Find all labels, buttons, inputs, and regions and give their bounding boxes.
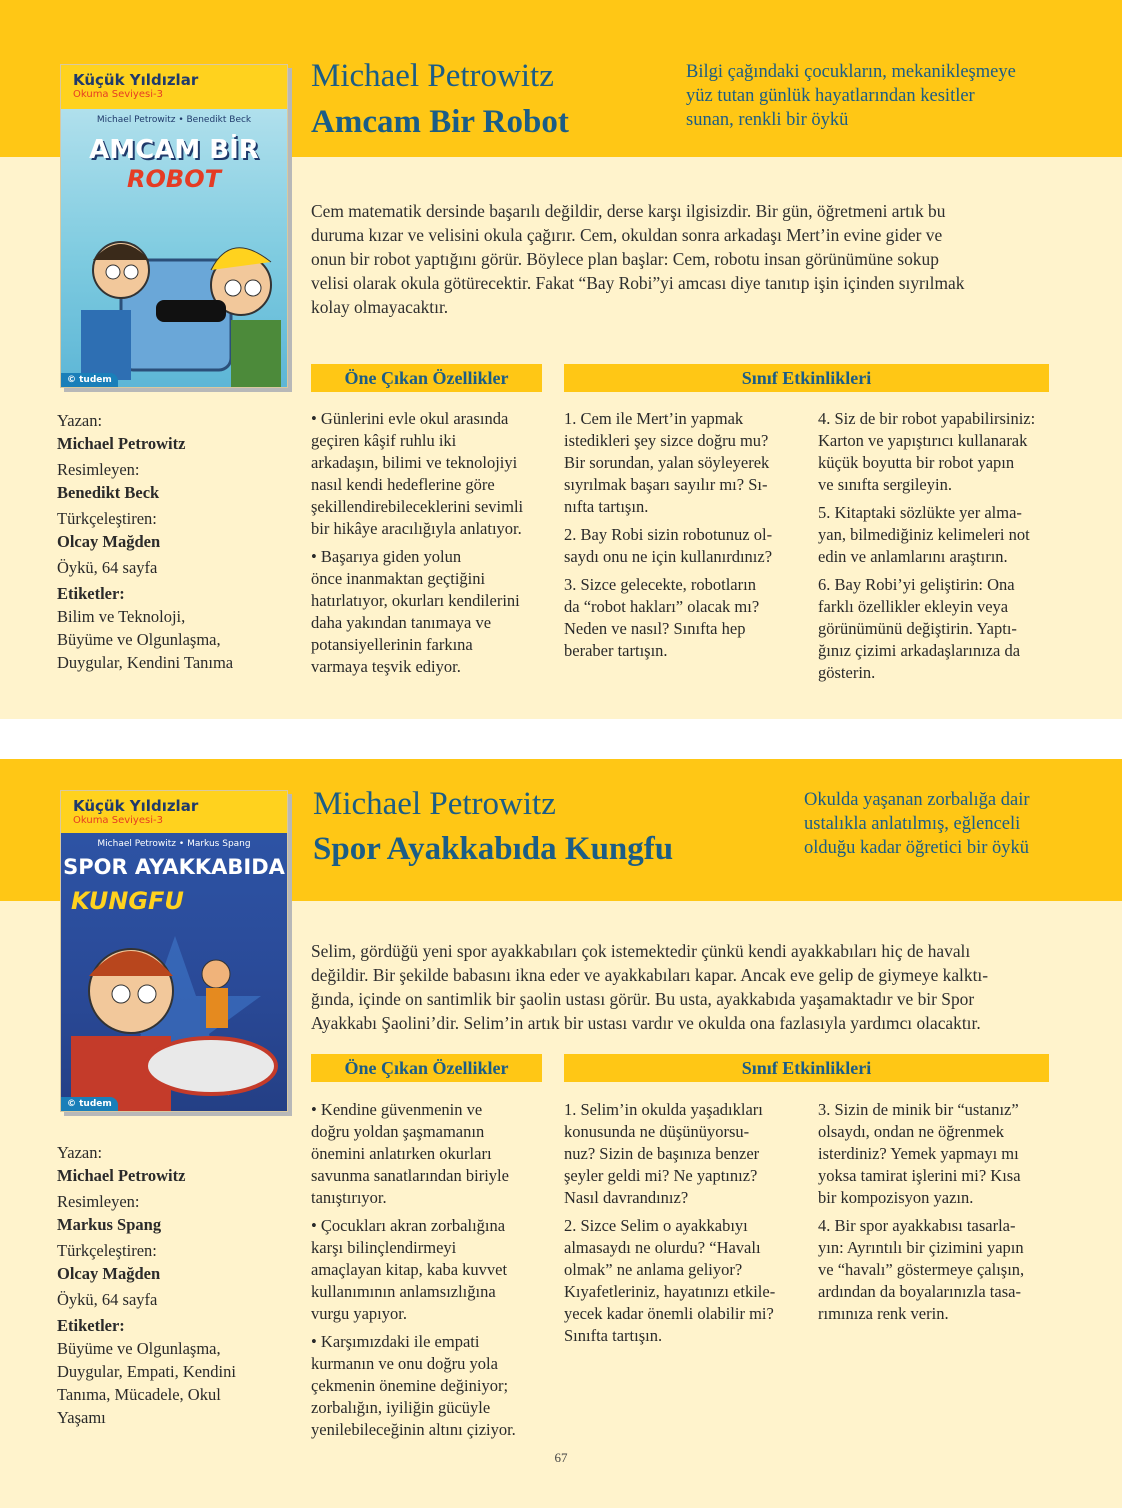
- translator-label: Türkçeleştiren:: [57, 1241, 157, 1260]
- author-name: Michael Petrowitz: [311, 58, 554, 94]
- cover-title-line1: AMCAM BİR: [89, 135, 259, 165]
- text-line: yenilebileceğinin altını çiziyor.: [311, 1420, 516, 1439]
- text-line: edin ve anlamlarını araştırın.: [818, 547, 1008, 566]
- text-line: yın: Ayrıntılı bir çizimini yapın: [818, 1238, 1024, 1257]
- tagline-line: sunan, renkli bir öykü: [686, 110, 849, 130]
- tags-label: Etiketler:: [57, 1316, 125, 1335]
- illustrator-label: Resimleyen:: [57, 460, 140, 479]
- book-tagline: [804, 788, 1104, 860]
- feature-item: [311, 1215, 551, 1325]
- tag-line: Duygular, Kendini Tanıma: [57, 653, 234, 672]
- activities-right: [818, 1099, 1058, 1331]
- book-tagline: [686, 60, 1106, 132]
- activity-item: [818, 502, 1058, 568]
- tag-line: Tanıma, Mücadele, Okul: [57, 1385, 221, 1404]
- section-separator: [0, 719, 1122, 759]
- text-line: da “robot hakları” olacak mı?: [564, 597, 760, 616]
- text-line: Neden ve nasıl? Sınıfta hep: [564, 619, 746, 638]
- text-line: nasıl kendi hedeflerine göre: [311, 475, 495, 494]
- activity-item: [818, 1215, 1058, 1325]
- tag-line: Büyüme ve Olgunlaşma,: [57, 630, 221, 649]
- cover-authors: Michael Petrowitz • Markus Spang: [97, 839, 251, 849]
- cover-publisher: © tudem: [61, 1097, 118, 1111]
- text-line: şeyler geldi mi? Ne yaptınız?: [564, 1166, 758, 1185]
- tag-line: Duygular, Empati, Kendini: [57, 1362, 236, 1381]
- text-line: 4. Siz de bir robot yapabilirsiniz:: [818, 409, 1036, 428]
- feature-item: [311, 1331, 551, 1441]
- text-line: hatırlatıyor, okurları kendilerini: [311, 591, 520, 610]
- text-line: 5. Kitaptaki sözlükte yer alma-: [818, 503, 1022, 522]
- activity-item: [564, 1215, 804, 1347]
- author-value: Michael Petrowitz: [57, 1166, 186, 1185]
- feature-item: [311, 546, 551, 678]
- text-line: konusunda ne düşünüyorsu-: [564, 1122, 750, 1141]
- text-line: savunma sanatlarından biriyle: [311, 1166, 509, 1185]
- feature-item: [311, 408, 551, 540]
- cover-series: Küçük Yıldızlar: [73, 797, 199, 815]
- text-line: önemini anlatırken okurları: [311, 1144, 492, 1163]
- text-line: kullanımının anlamsızlığına: [311, 1282, 496, 1301]
- text-line: sıyrılmak başarı sayılır mı? Sı-: [564, 475, 768, 494]
- text-line: • Kendine güvenmenin ve: [311, 1100, 483, 1119]
- text-line: isterdiniz? Yemek yapmayı mı: [818, 1144, 1019, 1163]
- author-value: Michael Petrowitz: [57, 434, 186, 453]
- activity-item: [564, 524, 804, 568]
- text-line: rımınıza renk verin.: [818, 1304, 949, 1323]
- text-line: kurmanın ve onu doğru yola: [311, 1354, 498, 1373]
- text-line: bir kompozisyon yazın.: [818, 1188, 974, 1207]
- book-info: [57, 409, 277, 674]
- text-line: 1. Selim’in okulda yaşadıkları: [564, 1100, 763, 1119]
- text-line: • Çocukları akran zorbalığına: [311, 1216, 506, 1235]
- tagline-line: olduğu kadar öğretici bir öykü: [804, 838, 1030, 858]
- features-list: [311, 1099, 551, 1447]
- text-line: daha yakından tanımaya ve: [311, 613, 492, 632]
- text-line: 6. Bay Robi’yi geliştirin: Ona: [818, 575, 1015, 594]
- summary-line: Selim, gördüğü yeni spor ayakkabıları çok istemektedir çünkü kendi ayakkabıları hiç de havalı: [311, 941, 971, 961]
- activity-item: [818, 408, 1058, 496]
- book-cover-amcam-bir-robot: [60, 64, 288, 388]
- text-line: yecek kadar önemli olabilir mi?: [564, 1304, 774, 1323]
- activity-item: [564, 408, 804, 518]
- text-line: ve “havalı” göstermeye çalışın,: [818, 1260, 1025, 1279]
- cover-series: Küçük Yıldızlar: [73, 71, 199, 89]
- translator-value: Olcay Mağden: [57, 532, 161, 551]
- text-line: arkadaşın, bilimi ve teknolojiyi: [311, 453, 518, 472]
- text-line: vurgu yapıyor.: [311, 1304, 407, 1323]
- tag-line: Bilim ve Teknoloji,: [57, 607, 186, 626]
- cover-authors: Michael Petrowitz • Benedikt Beck: [96, 115, 252, 125]
- text-line: • Karşımızdaki ile empati: [311, 1332, 480, 1351]
- text-line: çekmenin önemine değiniyor;: [311, 1376, 509, 1395]
- book-summary: [311, 199, 1091, 319]
- translator-value: Olcay Mağden: [57, 1264, 161, 1283]
- cover-title-line2: KUNGFU: [71, 887, 184, 915]
- text-line: olsaydı, ondan ne öğrenmek: [818, 1122, 1005, 1141]
- text-line: yoksa tamirat işlerini mi? Kısa: [818, 1166, 1021, 1185]
- text-line: 2. Bay Robi sizin robotunuz ol-: [564, 525, 773, 544]
- tagline-line: yüz tutan günlük hayatlarından kesitler: [686, 86, 975, 106]
- features-list: [311, 408, 551, 684]
- text-line: doğru yoldan şaşmamanın: [311, 1122, 485, 1141]
- tagline-line: Bilgi çağındaki çocukların, mekanikleşmeye: [686, 62, 1016, 82]
- text-line: ardından da boyalarınızla tasa-: [818, 1282, 1021, 1301]
- summary-line: Ayakkabı Şaolini’dir. Selim’in artık bir ustası vardır ve okulda ona fazlasıyla yardımcı olacaktır.: [311, 1013, 981, 1033]
- summary-line: onun bir robot yaptığını görür. Böylece plan başlar: Cem, robotu insan görünümüne sokup: [311, 249, 939, 269]
- text-line: beraber tartışın.: [564, 641, 668, 660]
- activity-item: [818, 1099, 1058, 1209]
- book-summary: [311, 939, 1101, 1035]
- book-title: Amcam Bir Robot: [311, 104, 569, 140]
- cover-title-line2: ROBOT: [127, 165, 221, 193]
- text-line: olmak” ne anlama geliyor?: [564, 1260, 743, 1279]
- summary-line: ğında, içinde on santimlik bir şaolin ustası görür. Bu usta, ayakkabıda yaşamaktadır ve bir Spor: [311, 989, 975, 1009]
- summary-line: değildir. Bir şekilde babasını ikna eder ve ayakkabıları kapar. Ancak eve gelip de giymeye kalktı-: [311, 965, 989, 985]
- author-label: Yazan:: [57, 1143, 103, 1162]
- text-line: ğınız çizimi arkadaşlarınıza da: [818, 641, 1021, 660]
- book-format: Öykü, 64 sayfa: [57, 1290, 158, 1309]
- activities-right: [818, 408, 1058, 690]
- author-label: Yazan:: [57, 411, 103, 430]
- text-line: • Günlerini evle okul arasında: [311, 409, 509, 428]
- illustrator-label: Resimleyen:: [57, 1192, 140, 1211]
- cover-level: Okuma Seviyesi-3: [73, 815, 163, 826]
- text-line: yan, bilmediğiniz kelimeleri not: [818, 525, 1030, 544]
- text-line: • Başarıya giden yolun: [311, 547, 462, 566]
- tag-line: Büyüme ve Olgunlaşma,: [57, 1339, 221, 1358]
- feature-item: [311, 1099, 551, 1209]
- activities-left: [564, 1099, 804, 1353]
- features-heading: Öne Çıkan Özellikler: [311, 1054, 542, 1082]
- tags-label: Etiketler:: [57, 584, 125, 603]
- activity-item: [564, 574, 804, 662]
- text-line: görünümünü değiştirin. Yaptı-: [818, 619, 1017, 638]
- cover-publisher: © tudem: [61, 373, 118, 387]
- text-line: Sınıfta tartışın.: [564, 1326, 663, 1345]
- text-line: karşı bilinçlendirmeyi: [311, 1238, 457, 1257]
- book-format: Öykü, 64 sayfa: [57, 558, 158, 577]
- cover-title-line1: SPOR AYAKKABIDA: [63, 855, 285, 879]
- cover-illustration-robot: [61, 200, 288, 388]
- tag-line: Yaşamı: [57, 1408, 106, 1427]
- text-line: 3. Sizce gelecekte, robotların: [564, 575, 756, 594]
- text-line: nuz? Sizin de başınıza benzer: [564, 1144, 760, 1163]
- summary-line: velisi olarak okula götürecektir. Fakat “Bay Robi”yi amcası diye tanıtıp işin içinden sıyrılmak: [311, 273, 965, 293]
- text-line: önce inanmaktan geçtiğini: [311, 569, 486, 588]
- text-line: gösterin.: [818, 663, 876, 682]
- text-line: zorbalığın, iyiliğin gücüyle: [311, 1398, 491, 1417]
- text-line: almasaydı ne olurdu? “Havalı: [564, 1238, 761, 1257]
- text-line: Kıyafetleriniz, hayatınızı etkile-: [564, 1282, 776, 1301]
- text-line: 1. Cem ile Mert’in yapmak: [564, 409, 744, 428]
- text-line: ve sınıfta sergileyin.: [818, 475, 952, 494]
- activity-item: [818, 574, 1058, 684]
- text-line: küçük boyutta bir robot yapın: [818, 453, 1015, 472]
- tagline-line: ustalıkla anlatılmış, eğlenceli: [804, 814, 1021, 834]
- translator-label: Türkçeleştiren:: [57, 509, 157, 528]
- text-line: amaçlayan kitap, kaba kuvvet: [311, 1260, 508, 1279]
- text-line: tanıştırıyor.: [311, 1188, 387, 1207]
- text-line: Karton ve yapıştırıcı kullanarak: [818, 431, 1028, 450]
- features-heading: Öne Çıkan Özellikler: [311, 364, 542, 392]
- text-line: Bir sorundan, yalan söyleyerek: [564, 453, 770, 472]
- cover-level: Okuma Seviyesi-3: [73, 89, 163, 100]
- text-line: varmaya teşvik ediyor.: [311, 657, 461, 676]
- text-line: geçiren kâşif ruhlu iki: [311, 431, 457, 450]
- text-line: bir hikâye aracılığıyla anlatıyor.: [311, 519, 522, 538]
- activities-heading: Sınıf Etkinlikleri: [564, 364, 1049, 392]
- illustrator-value: Markus Spang: [57, 1215, 162, 1234]
- text-line: potansiyellerinin farkına: [311, 635, 473, 654]
- activity-item: [564, 1099, 804, 1209]
- activities-heading: Sınıf Etkinlikleri: [564, 1054, 1049, 1082]
- text-line: istedikleri şey sizce doğru mu?: [564, 431, 769, 450]
- page-number: 67: [554, 1450, 568, 1465]
- text-line: saydı onu ne için kullanırdınız?: [564, 547, 773, 566]
- text-line: farklı özellikler ekleyin veya: [818, 597, 1009, 616]
- summary-line: Cem matematik dersinde başarılı değildir, derse karşı ilgisizdir. Bir gün, öğretmeni artık bu: [311, 201, 946, 221]
- book-info: [57, 1141, 277, 1429]
- text-line: 2. Sizce Selim o ayakkabıyı: [564, 1216, 748, 1235]
- book-cover-spor-ayakkabida-kungfu: [60, 790, 288, 1112]
- text-line: 3. Sizin de minik bir “ustanız”: [818, 1100, 1019, 1119]
- tagline-line: Okulda yaşanan zorbalığa dair: [804, 790, 1030, 810]
- cover-illustration-kungfu: [61, 916, 288, 1112]
- summary-line: duruma kızar ve velisini okula çağırır. Cem, okuldan sonra arkadaşı Mert’in evine gider ve: [311, 225, 943, 245]
- text-line: şekillendirebileceklerini sevimli: [311, 497, 524, 516]
- text-line: Nasıl davrandınız?: [564, 1188, 689, 1207]
- author-name: Michael Petrowitz: [313, 786, 556, 822]
- illustrator-value: Benedikt Beck: [57, 483, 160, 502]
- book-title: Spor Ayakkabıda Kungfu: [313, 831, 674, 867]
- summary-line: kolay olmayacaktır.: [311, 297, 449, 317]
- activities-left: [564, 408, 804, 668]
- text-line: 4. Bir spor ayakkabısı tasarla-: [818, 1216, 1016, 1235]
- text-line: nıfta tartışın.: [564, 497, 649, 516]
